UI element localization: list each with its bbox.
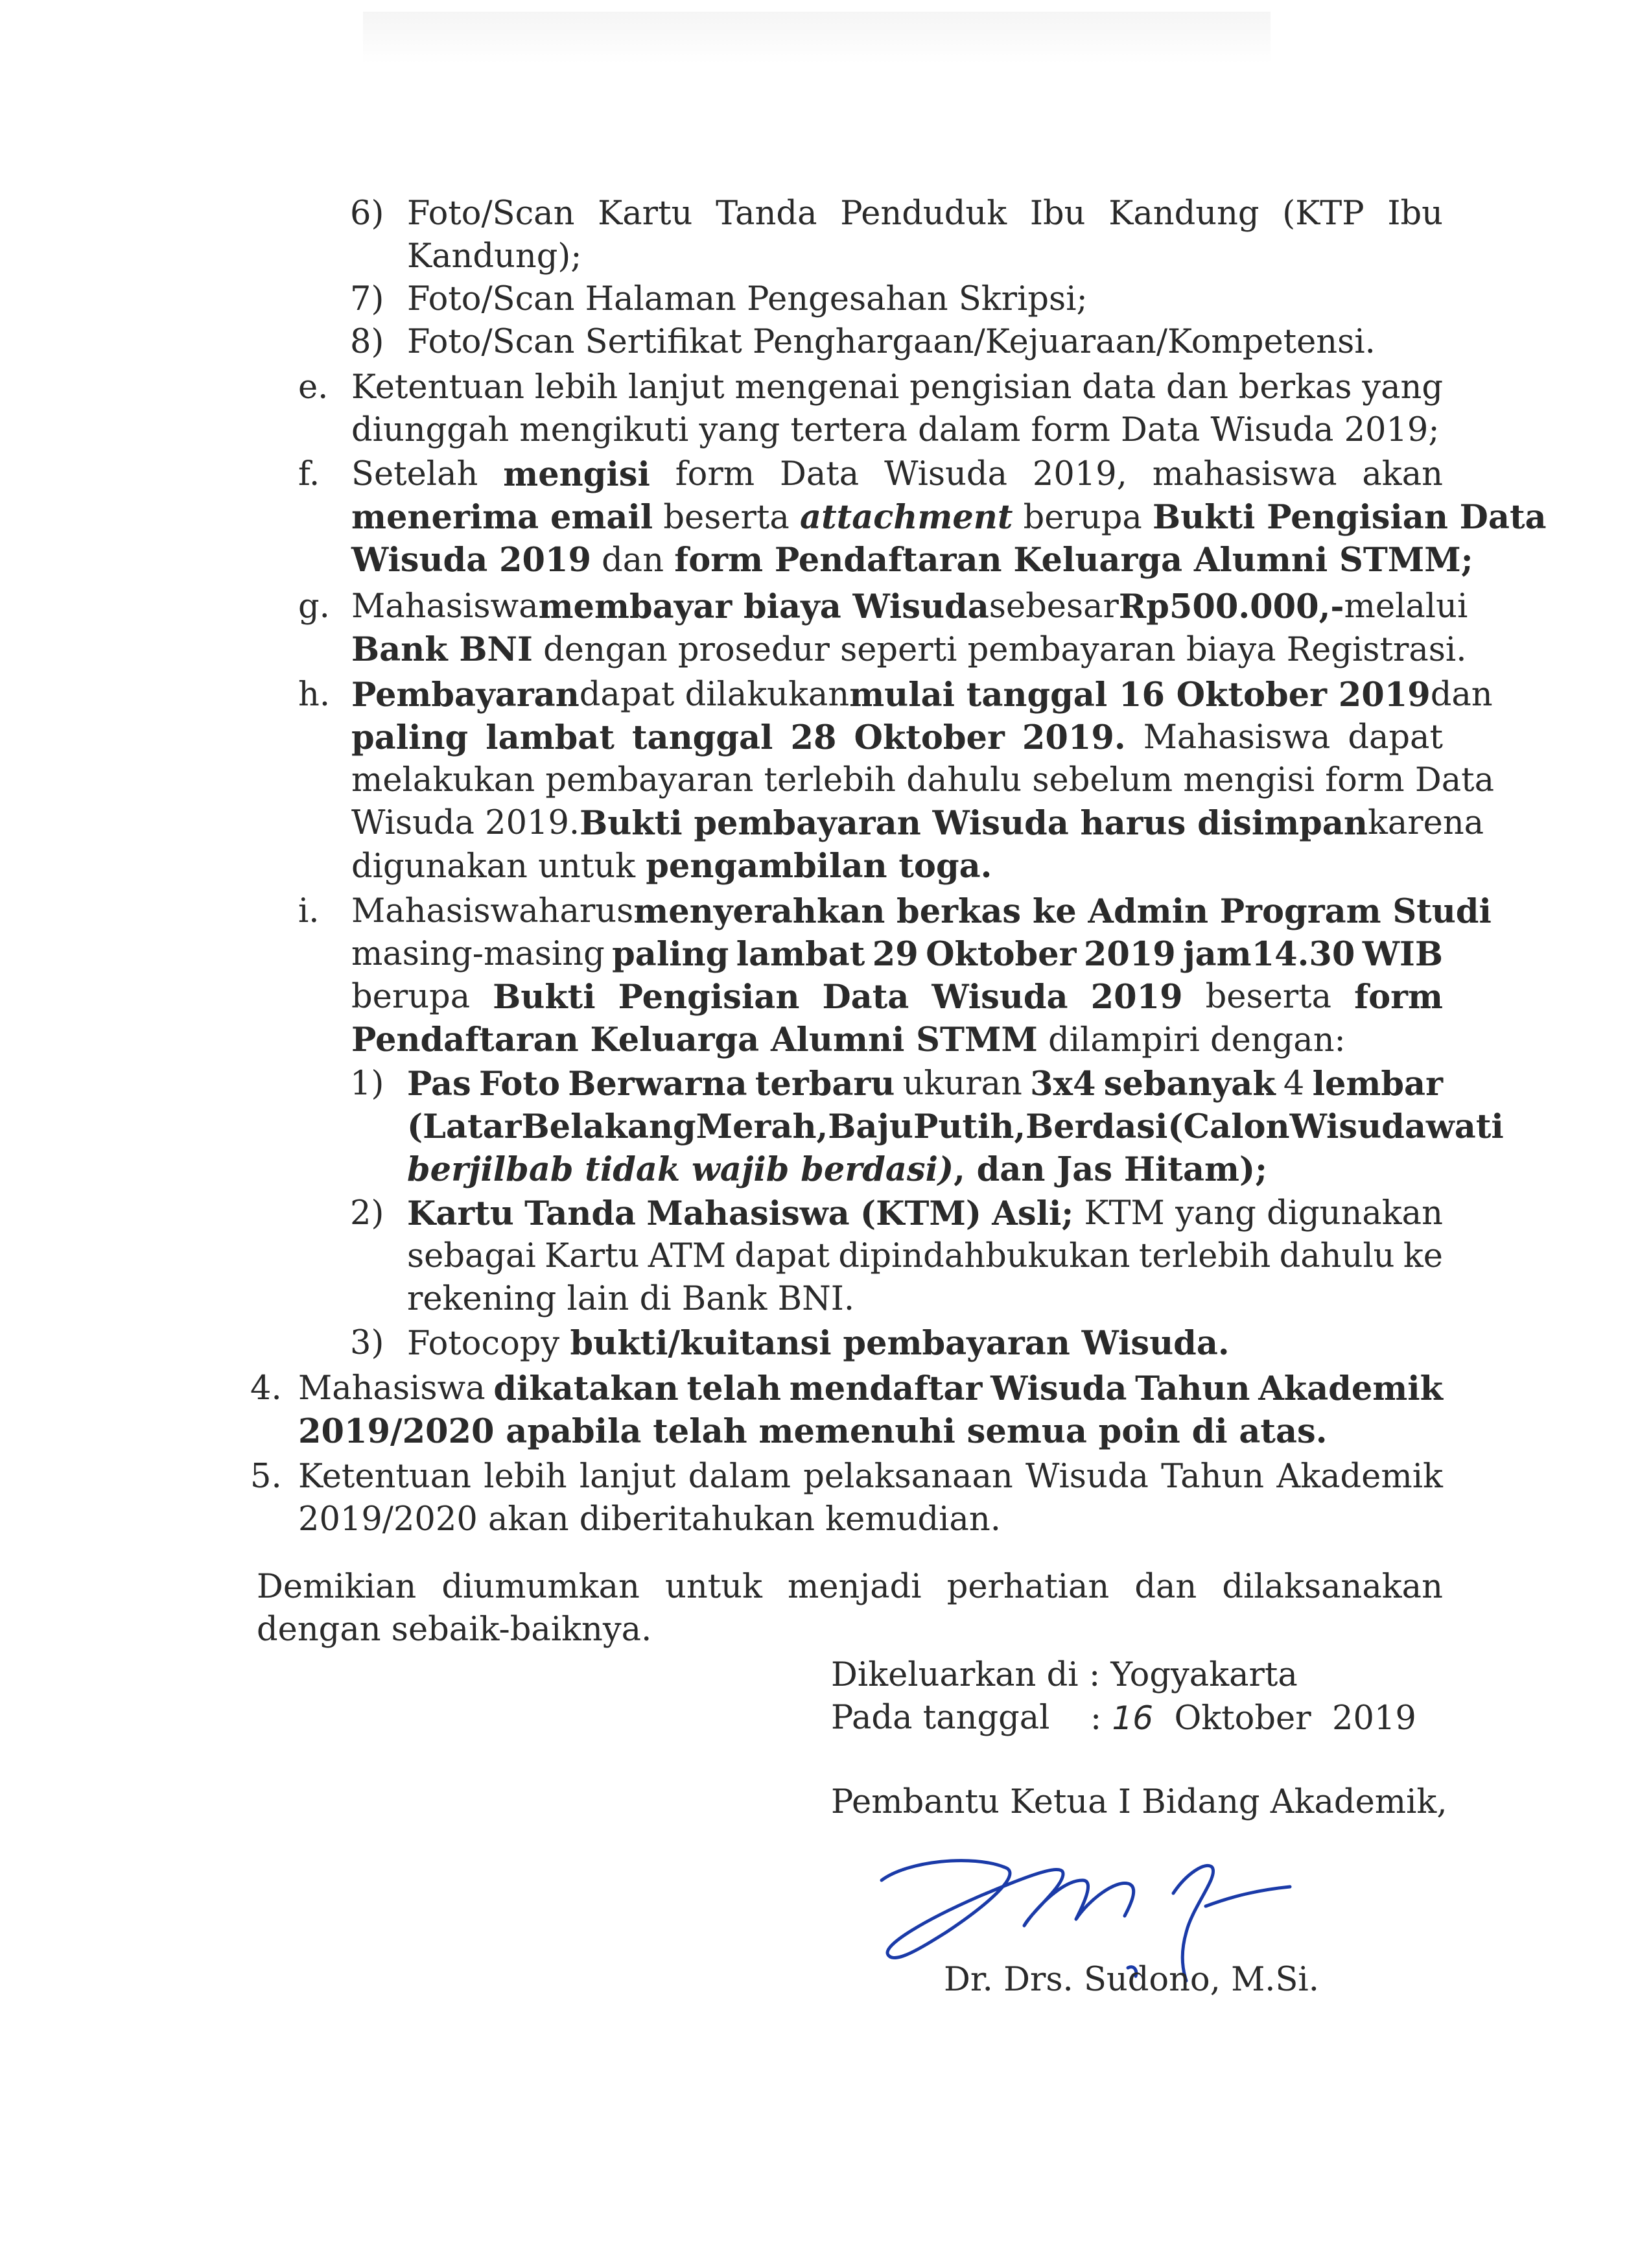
issued-date-value: : 16 Oktober 2019 [1090,1699,1416,1738]
list-item-6-line1: Foto/Scan Kartu Tanda Penduduk Ibu Kandung (KTP Ibu [407,195,1443,233]
list-marker: 4. [250,1369,282,1408]
list-marker: h. [298,676,331,714]
sub-item-1-line2: (Latar Belakang Merah, Baju Putih, Berdasi (Calon Wisudawati [407,1107,1504,1146]
list-marker: 5. [250,1458,282,1496]
sub-item-2-line3: rekening lain di Bank BNI. [407,1280,855,1318]
list-marker: 1) [350,1065,384,1103]
item-h-line2: paling lambat tanggal 28 Oktober 2019. Mahasiswa dapat [351,718,1443,757]
item-g-line1: Mahasiswa membayar biaya Wisuda sebesar Rp500.000,- melalui [351,587,1468,626]
signatory-title: Pembantu Ketua I Bidang Akademik, [831,1783,1447,1821]
issued-place-label: Dikeluarkan di [831,1656,1079,1694]
sub-item-3: Fotocopy bukti/kuitansi pembayaran Wisuda. [407,1324,1230,1363]
scan-shadow [363,12,1271,64]
item-g-line2: Bank BNI dengan prosedur seperti pembayaran biaya Registrasi. [351,630,1467,669]
handwritten-day: 16 [1112,1699,1154,1737]
list-marker: g. [298,587,330,626]
issued-date-label: Pada tanggal [831,1699,1050,1737]
signatory-name: Dr. Drs. Sudono, M.Si. [944,1961,1319,1999]
item-i-line3: berupa Bukti Pengisian Data Wisuda 2019 beserta form [351,978,1443,1017]
item-f-line3: Wisuda 2019 dan form Pendaftaran Keluarga Alumni STMM; [351,541,1473,580]
item-h-line5: digunakan untuk pengambilan toga. [351,847,992,886]
item-e-line2: diunggah mengikuti yang tertera dalam form Data Wisuda 2019; [351,411,1440,449]
sub-item-1-line1: Pas Foto Berwarna terbaru ukuran 3x4 sebanyak 4 lembar [407,1065,1443,1104]
item-i-line1: Mahasiswa harus menyerahkan berkas ke Admin Program Studi [351,892,1492,931]
item-5-line1: Ketentuan lebih lanjut dalam pelaksanaan Wisuda Tahun Akademik [298,1458,1443,1496]
sub-item-1-line3: berjilbab tidak wajib berdasi), dan Jas Hitam); [407,1150,1267,1189]
issued-place-value: : Yogyakarta [1089,1656,1298,1694]
item-5-line2: 2019/2020 akan diberitahukan kemudian. [298,1500,1001,1539]
list-marker: f. [298,455,320,493]
item-h-line1: Pembayaran dapat dilakukan mulai tanggal 16 Oktober 2019 dan [351,676,1493,715]
item-4-line2: 2019/2020 apabila telah memenuhi semua poin di atas. [298,1412,1328,1451]
item-f-line2: menerima email beserta attachment berupa Bukti Pengisian Data [351,498,1547,537]
list-marker: 8) [350,323,384,361]
list-marker: 6) [350,195,384,233]
item-i-line4: Pendaftaran Keluarga Alumni STMM dilampiri dengan: [351,1021,1346,1059]
sub-item-2-line2: sebagai Kartu ATM dapat dipindahbukukan terlebih dahulu ke [407,1237,1443,1275]
list-marker: 3) [350,1324,384,1362]
item-h-line4: Wisuda 2019. Bukti pembayaran Wisuda harus disimpan karena [351,804,1484,843]
list-item-6-line2: Kandung); [407,237,582,276]
item-4-line1: Mahasiswa dikatakan telah mendaftar Wisuda Tahun Akademik [298,1369,1443,1408]
closing-line2: dengan sebaik-baiknya. [257,1611,652,1649]
list-item-8: Foto/Scan Sertifikat Penghargaan/Kejuaraan/Kompetensi. [407,323,1376,361]
list-marker: e. [298,368,329,407]
list-marker: i. [298,892,320,930]
list-marker: 2) [350,1194,384,1233]
closing-line1: Demikian diumumkan untuk menjadi perhatian dan dilaksanakan [257,1568,1443,1606]
item-e-line1: Ketentuan lebih lanjut mengenai pengisian data dan berkas yang [351,368,1443,407]
sub-item-2-line1: Kartu Tanda Mahasiswa (KTM) Asli; KTM yang digunakan [407,1194,1443,1233]
list-marker: 7) [350,280,384,318]
item-h-line3: melakukan pembayaran terlebih dahulu sebelum mengisi form Data [351,761,1495,799]
item-f-line1: Setelah mengisi form Data Wisuda 2019, mahasiswa akan [351,455,1443,494]
item-i-line2: masing-masing paling lambat 29 Oktober 2019 jam14.30 WIB [351,935,1443,974]
list-item-7: Foto/Scan Halaman Pengesahan Skripsi; [407,280,1088,318]
